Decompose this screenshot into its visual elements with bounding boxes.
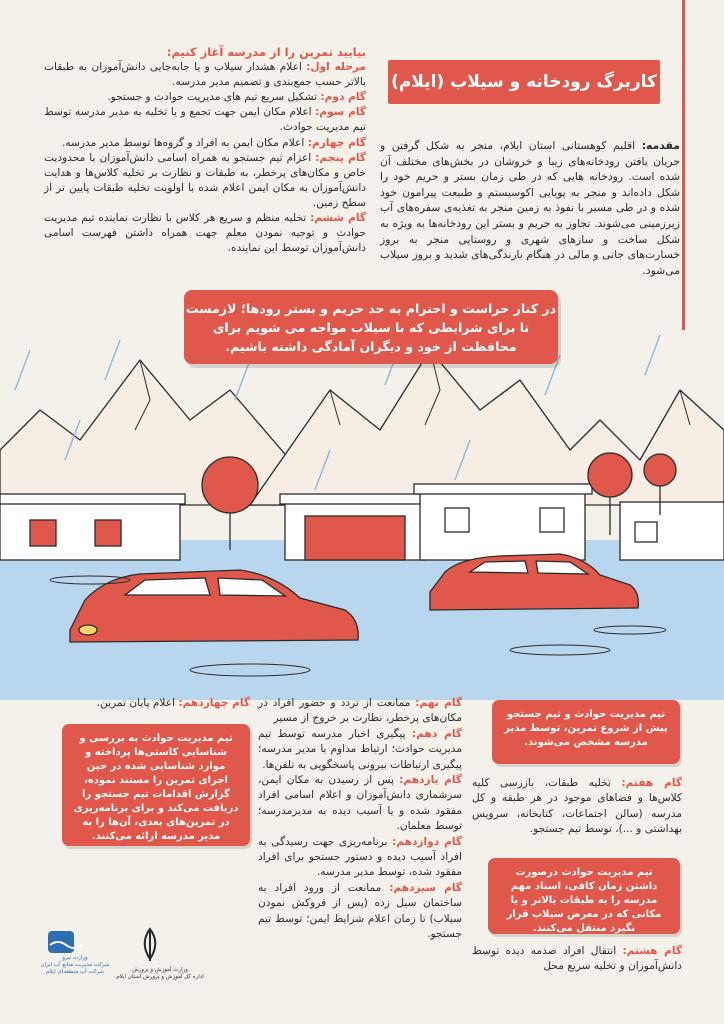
step-text: ممانعت از تردد و حضور افراد در مکان‌های پرخطر، نظارت بر خروج از مسیر: [258, 697, 462, 725]
intro-text: اقلیم کوهستانی استان ایلام، منجر به شکل گرفتن و جریان یافتن رودخانه‌های زیبا و خروشان در بخش‌های مختلف آن شده است. رودخانه هایی که در طی زمان بستر و حریم خود را شکل داده‌اند و منجر به پویایی اکوسیستم و طبیعت پیرامون خود شده و در طی مسیر با نفوذ به زمین منجر به تغذیه‌ی سفره‌های آب زیرزمینی می‌شوند. تجاوز به حریم و بستر این رودخانه‌ها به ویژه به شکل ساخت و سازهای شهری و روستایی منجر به بروز خسارت‌های جانی و مالی در هنگام بارندگی‌های شدید و بروز سیلاب می‌شود.: [380, 139, 680, 277]
step-7-block: [472, 776, 682, 838]
key-message-banner: در کنار حراست و احترام به حد حریم و بستر رودها؛ لازمست تا برای شرایطی که با سیلاب مواجه می شویم برای محافظت از خود و دیگران آمادگی داشته باشیم.: [184, 290, 558, 364]
intro-label: مقدمه:: [641, 139, 680, 152]
middle-step: [258, 696, 462, 727]
step-text: ممانعت از ورود افراد به ساختمان سیل زده (پس از فروکش نمودن سیلاب) تا زمان اعلام شرایط ایمن؛ توسط تیم جستجو.: [258, 881, 462, 941]
water-company-text: وزارت نیرو شرکت مدیریت منابع آب ایران شرکت آب منطقه‌ای ایلام: [40, 955, 110, 975]
drill-heading: بیایید تمرین را از مدرسه آغاز کنیم:: [166, 45, 366, 59]
drill-step: [44, 136, 366, 151]
step-8-block: [472, 944, 682, 975]
step-text: اعلام مکان ایمن به افراد و گروه‌ها توسط مدیر مدرسه.: [61, 136, 305, 149]
drill-step: [44, 90, 366, 105]
steps-9-13-block: [258, 696, 462, 943]
page-title: کاربرگ رودخانه و سیلاب (ایلام): [388, 60, 660, 104]
callout-review-report: تیم مدیریت حوادث به بررسی و شناسایی کاستی‌ها پرداخته و موارد شناسایی شده در حین اجرای تمرین را مستند نموده، گزارش اقدامات تیم جستجو را دریافت می‌کند و برای برنامه‌ریزی در تمرین‌های بعدی، آن‌ها را به مدیر مدرسه ارائه می‌کنند.: [62, 724, 250, 846]
step-label: گام سوم:: [315, 106, 366, 119]
iran-emblem-icon: [130, 925, 170, 965]
step-label: گام چهارم:: [307, 136, 366, 149]
step-label: مرحله اول:: [306, 61, 366, 74]
step-text: تخلیه منظم و سریع هر کلاس با نظارت نماینده تیم مدیریت حوادث و توجیه نمودن معلم جهت همراه داشتن فهرست اسامی دانش‌آموزان توسط این نماینده.: [44, 212, 366, 255]
middle-step: [258, 773, 462, 835]
step-text: اعلام پایان تمرین.: [96, 697, 175, 709]
step-label: گام ششم:: [310, 212, 366, 225]
step-text: اعلام هشدار سیلاب و یا جابه‌جایی دانش‌آموزان به طبقات بالاتر حسب جمع‌بندی و تصمیم مدیر مدرسه.: [44, 61, 366, 89]
step-text: پس از رسیدن به مکان ایمن، سرشماری دانش‌آموزان و اعلام اسامی افراد مفقود شده و یا آسیب دیده به مدیرمدرسه؛ توسط معلمان.: [258, 774, 462, 833]
step-label: گام نهم:: [415, 697, 462, 709]
drill-step: [44, 211, 366, 256]
step-label: گام چهاردهم:: [178, 697, 250, 709]
step-label: گام هشتم:: [622, 945, 682, 957]
intro-paragraph: [380, 138, 680, 278]
step-text: اعلام مکان ایمن جهت تجمع و یا تخلیه به مدیر مدرسه توسط تیم مدیریت حوادث.: [44, 106, 366, 134]
accent-line: [682, 0, 685, 330]
step-label: گام سیزدهم:: [389, 881, 463, 894]
drill-steps-block: [44, 45, 366, 256]
step-label: گام دهم:: [412, 727, 462, 740]
step-label: گام دوم:: [320, 91, 366, 104]
flood-illustration: [0, 330, 724, 700]
drill-step: [44, 105, 366, 135]
ministry-text: وزارت آموزش و پرورش اداره کل آموزش و پرورش استان ایلام: [116, 967, 204, 980]
step-text: انتقال افراد صدمه دیده توسط دانش‌آموزان و تخلیه سریع محل: [472, 945, 682, 973]
drill-step: [44, 151, 366, 211]
middle-step: [258, 835, 462, 881]
step-text: اعزام تیم جستجو به همراه اسامی دانش‌آموزان با محدودیت خاص و مکان‌های پرخطر، به طبقات و نظارت بر تخلیه کلاس‌ها و هدایت دانش‌آموزان به مکان ایمن اعلام شده با اولویت تخلیه طبقات پایین تر از سطح زمین.: [44, 151, 366, 209]
logos-area: [40, 915, 220, 995]
callout-document-transfer: تیم مدیریت حوادث درصورت داشتن زمان کافی، اسناد مهم مدرسه را به طبقات بالاتر و یا مکانی که در معرض سیلاب قرار نگیرد منتقل می‌کنند.: [488, 858, 680, 934]
callout-team-assignment: تیم مدیریت حوادث و تیم جستجو پیش از شروع تمرین، توسط مدیر مدرسه مشخص می‌شوند.: [492, 700, 680, 764]
step-text: پیگیری اخبار مدرسه توسط تیم مدیریت حوادث؛ ارتباط مداوم با مدیر مدرسه؛ پیگیری ارتباطات بیرونی پاسخگویی به تلفن‌ها.: [258, 727, 462, 771]
step-label: گام هفتم:: [621, 777, 683, 789]
step-text: تشکیل سریع تیم های مدیریت حوادث و جستجو.: [107, 91, 317, 104]
middle-step: [258, 727, 462, 773]
step-label: گام پنجم:: [315, 151, 366, 164]
step-text: تخلیه طبقات، بازرسی کلیه کلاس‌ها و فضاهای موجود در هر طبقه و کل مدرسه (سالن اجتماعات، کتابخانه، سرویس بهداشتی و ...)، توسط تیم جستجو.: [472, 777, 682, 836]
middle-step: [258, 881, 462, 943]
drill-step: [44, 60, 366, 90]
step-14-block: [96, 696, 250, 711]
step-text: برنامه‌ریزی جهت رسیدگی به افراد آسیب دیده و دستور جستجو برای افراد مفقود شده، توسط مدیر مدرسه.: [258, 835, 462, 879]
step-label: گام یازدهم:: [399, 774, 462, 787]
step-label: گام دوازدهم:: [392, 835, 463, 848]
